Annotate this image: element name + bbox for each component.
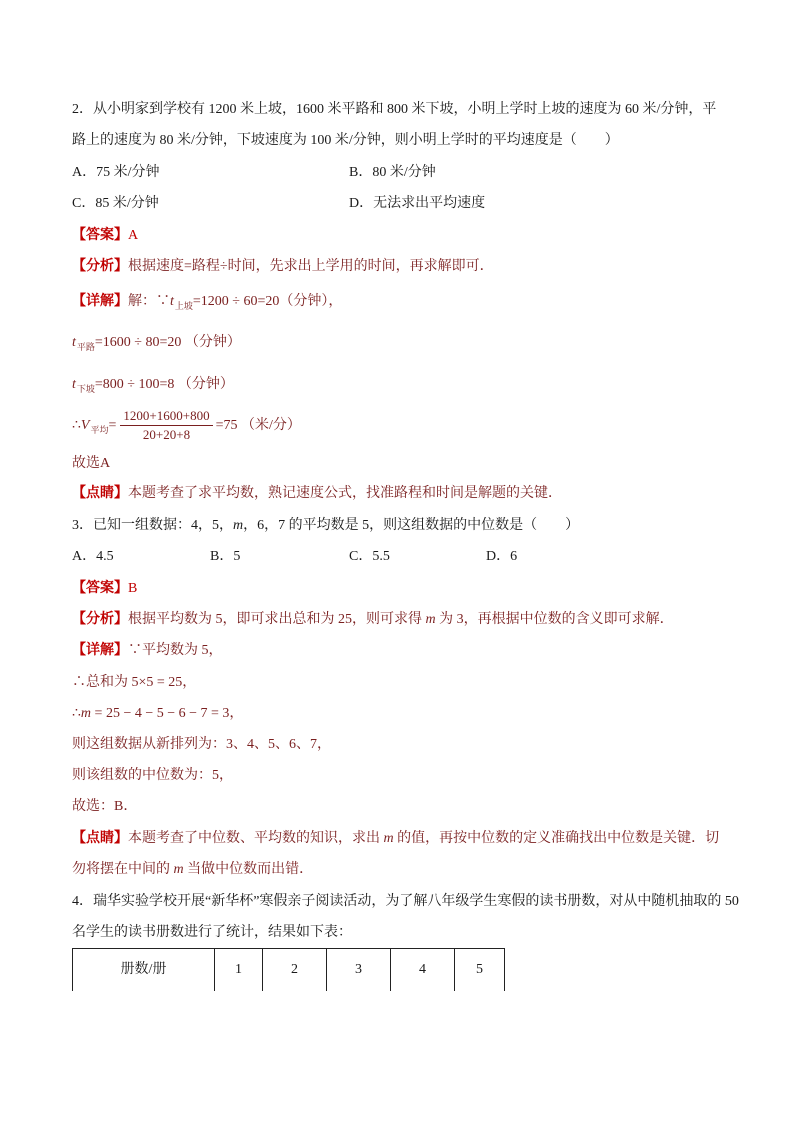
flat-time-expression: =1600 ÷ 80=20 （分钟） xyxy=(94,335,241,350)
detail-label: 【详解】 xyxy=(72,643,128,658)
comment-label: 【点睛】 xyxy=(72,831,128,846)
analysis-text-part-2: 为 3，再根据中位数的含义即可求解． xyxy=(435,612,674,627)
analysis-text-part-1: 根据平均数为 5，即可求出总和为 25，则可求得 xyxy=(128,612,426,627)
comment-label: 【点睛】 xyxy=(72,486,128,501)
table-header-cell: 4 xyxy=(390,949,454,991)
variable-m: m xyxy=(383,831,394,846)
table-header-cell: 3 xyxy=(326,949,390,991)
variable-m: m xyxy=(80,706,92,721)
q4-stem-line-1: 4．瑞华实验学校开展“新华杯”寒假亲子阅读活动，为了解八年级学生寒假的读书册数，对从中随机抽取的 50 xyxy=(72,894,739,909)
q2-detail-line-3 xyxy=(72,375,234,395)
time-symbol: t xyxy=(72,335,76,350)
answer-value: A xyxy=(128,228,139,243)
table-header-cell: 1 xyxy=(214,949,262,991)
comment-text-part-3: 勿将摆在中间的 xyxy=(72,862,174,877)
q4-stem-line-2: 名学生的读书册数进行了统计，结果如下表： xyxy=(72,925,352,940)
q3-detail-line-1 xyxy=(72,641,223,661)
reading-count-table xyxy=(72,948,505,991)
analysis-text: 根据速度=路程÷时间，先求出上学用的时间，再求解即可． xyxy=(128,259,494,274)
time-symbol: t xyxy=(170,294,174,309)
speed-symbol: V xyxy=(80,418,90,433)
fraction xyxy=(120,408,212,443)
downhill-time-expression: =800 ÷ 100=8 （分钟） xyxy=(94,377,234,392)
q3-answer xyxy=(72,579,137,599)
q3-option-d: D．6 xyxy=(486,549,518,564)
q2-answer xyxy=(72,226,138,246)
q2-option-b: B．80 米/分钟 xyxy=(349,165,436,180)
q2-comment xyxy=(72,484,562,504)
q3-option-a: A．4.5 xyxy=(72,549,114,564)
q2-detail-line-1 xyxy=(72,292,342,312)
therefore-symbol: ∴ xyxy=(72,418,81,433)
q2-average-speed-formula xyxy=(72,406,301,446)
answer-label: 【答案】 xyxy=(72,228,128,243)
table-header-cell: 2 xyxy=(262,949,326,991)
comment-text: 本题考查了求平均数，熟记速度公式，找准路程和时间是解题的关键． xyxy=(128,486,562,501)
fraction-numerator: 1200+1600+800 xyxy=(120,408,212,426)
q2-stem-line-2: 路上的速度为 80 米/分钟，下坡速度为 100 米/分钟，则小明上学时的平均速度是（ ） xyxy=(72,133,619,148)
fraction-denominator: 20+20+8 xyxy=(142,427,191,443)
q2-stem-line-1: 2．从小明家到学校有 1200 米上坡，1600 米平路和 800 米下坡，小明上学时上坡的速度为 60 米/分钟，平 xyxy=(72,102,717,117)
speed-subscript: 平均 xyxy=(90,425,109,435)
therefore-symbol: ∴ xyxy=(72,706,81,721)
comment-text-part-4: 当做中位数而出错． xyxy=(183,862,314,877)
q3-stem-part-1: 3．已知一组数据：4，5， xyxy=(72,518,233,533)
q3-detail-line-4: 则这组数据从新排列为：3、4、5、6、7， xyxy=(72,737,331,752)
q3-comment-line-1 xyxy=(72,829,719,849)
comment-text-part-1: 本题考查了中位数、平均数的知识，求出 xyxy=(128,831,384,846)
q3-detail-line-3 xyxy=(72,704,243,724)
m-expression: = 25 − 4 − 5 − 6 − 7 = 3， xyxy=(91,706,244,721)
comment-text-part-2: 的值，再按中位数的定义准确找出中位数是关键．切 xyxy=(393,831,720,846)
answer-value: B xyxy=(128,581,138,596)
q3-stem-part-2: ，6，7 的平均数是 5，则这组数据的中位数是（ ） xyxy=(243,518,580,533)
q3-detail-line-2: ∴总和为 5×5 = 25， xyxy=(72,675,197,690)
detail-text: ∵平均数为 5， xyxy=(128,643,223,658)
time-subscript-uphill: 上坡 xyxy=(174,301,193,311)
q3-stem xyxy=(72,516,579,536)
q2-choose: 故选A xyxy=(72,456,111,471)
q2-option-d: D．无法求出平均速度 xyxy=(349,196,486,211)
q3-analysis xyxy=(72,610,674,630)
q2-analysis xyxy=(72,257,494,277)
time-symbol: t xyxy=(72,377,76,392)
answer-label: 【答案】 xyxy=(72,581,128,596)
q3-detail-line-5: 则该组数的中位数为：5， xyxy=(72,768,233,783)
time-subscript-downhill: 下坡 xyxy=(76,384,95,394)
speed-result: =75 （米/分） xyxy=(215,418,301,433)
table-header-cell: 5 xyxy=(454,949,505,991)
q2-option-a: A．75 米/分钟 xyxy=(72,165,160,180)
q2-option-c: C．85 米/分钟 xyxy=(72,196,159,211)
analysis-label: 【分析】 xyxy=(72,612,128,627)
table-header-cell: 册数/册 xyxy=(72,949,214,991)
variable-m: m xyxy=(425,612,436,627)
analysis-label: 【分析】 xyxy=(72,259,128,274)
time-subscript-flat: 平路 xyxy=(76,342,95,352)
equals-sign: = xyxy=(108,418,117,433)
q3-option-b: B．5 xyxy=(210,549,241,564)
q3-comment-line-2 xyxy=(72,860,313,880)
q2-detail-line-2 xyxy=(72,333,241,353)
detail-label: 【详解】 xyxy=(72,294,128,309)
uphill-time-expression: =1200 ÷ 60=20（分钟）， xyxy=(192,294,343,309)
q3-choose: 故选：B． xyxy=(72,799,138,814)
variable-m: m xyxy=(233,518,244,533)
detail-prefix: 解：∵ xyxy=(128,294,170,309)
variable-m: m xyxy=(173,862,184,877)
q3-option-c: C．5.5 xyxy=(349,549,390,564)
